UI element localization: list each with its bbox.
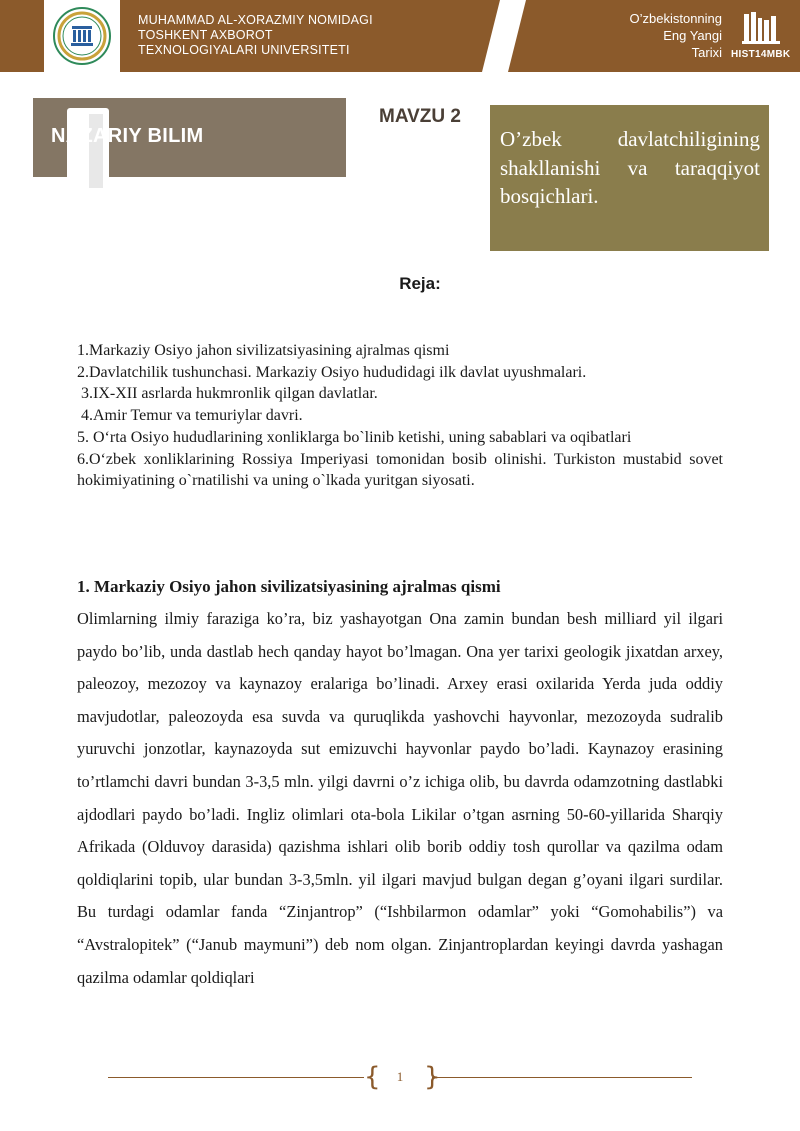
plan-item: 5. O‘rta Osiyo hududlarining xonliklarga bo`linib ketishi, uning sabablari va oqibatlari xyxy=(77,428,632,446)
plan-item: 1.Markaziy Osiyo jahon sivilizatsiyasining ajralmas qismi xyxy=(77,342,450,359)
plan-list xyxy=(77,340,723,492)
header-divider-shape xyxy=(478,0,548,72)
notebook-icon xyxy=(51,108,127,194)
footer-bracket-right: } xyxy=(424,1062,441,1092)
university-line-2: TOSHKENT AXBOROT xyxy=(138,28,273,42)
footer-bracket-left: { xyxy=(364,1062,381,1092)
subject-line-3: Tarixi xyxy=(691,45,722,60)
topic-box xyxy=(490,105,769,251)
logo-container xyxy=(44,0,120,72)
plan-item: 2.Davlatchilik tushunchasi. Markaziy Osiyo hududidagi ilk davlat uyushmalari. xyxy=(77,363,587,381)
plan-heading: Reja: xyxy=(399,274,441,293)
section-banner xyxy=(33,98,346,177)
section-body xyxy=(77,603,723,994)
university-line-1: MUHAMMAD AL-XORAZMIY NOMIDAGI xyxy=(138,13,373,27)
course-code: HIST14MBK xyxy=(731,49,791,60)
plan-item: 6.O‘zbek xonliklarining Rossiya Imperiyasi tomonidan bosib olinishi. Turkiston mustabid sovet hokimiyatining o`rnatilishi va uning o`lkada yuritgan siyosati. xyxy=(77,450,723,490)
header-band xyxy=(0,0,800,72)
subject-line-2: Eng Yangi xyxy=(663,28,722,43)
plan-item: 4.Amir Temur va temuriylar davri. xyxy=(81,407,303,425)
body-paragraph: Olimlarning ilmiy faraziga ko’ra, biz yashayotgan Ona zamin bundan besh milliard yil ilgari paydo bo’lib, unda dastlab hech qanday hayot bo’lmagan. Ona yer tarixi geologik jixatdan arxey, paleozoy, mezozoy va kaynazoy eralariga bo’linadi. Arxey erasi oxilarida Yerda juda oddiy mavjudotlar, paleozoyda esa suvda va quruqlikda yashovchi hayvonlar, mezozoyda sudralib yuruvchi jonzotlar, kaynazoyda sut emizuvchi hayvonlar paydo bo’ladi. Kaynazoy erasining to’rtlamchi davri bundan 3-3,5 mln. yilgi davrni o’z ichiga olib, bu davrda odamzotning dastlabki ajdodlari paydo bo’ladi. Ingliz olimlari ota-bola Likilar o’tgan asrning 50-60-yillarida Sharqiy Afrikada (Olduvoy darasida) qazishma ishlari olib borib oddiy tosh qurollar va qazilma odam qoldiqlarini topib, ular bundan 3-3,5mln. yil ilgari mavjud bulgan degan g’oyani ilgari surdilar. Bu turdagi odamlar fanda “Zinjantrop” (“Ishbilarmon odamlar” yoki “Gomohabilis”) va “Avstralopitek” (“Janub maymuni”) deb nom olgan. Zinjantroplardan keyingi davrda yashagan qazilma odamlar qoldiqlari xyxy=(77,609,723,987)
topic-title: O’zbek davlatchiligining shakllanishi va taraqqiyot bosqichlari. xyxy=(500,127,760,208)
subject-line-1: O’zbekistonning xyxy=(629,11,722,26)
university-line-3: TEXNOLOGIYALARI UNIVERSITETI xyxy=(138,43,350,57)
section-label: NAZARIY BILIM xyxy=(51,125,204,147)
topic-number: MAVZU 2 xyxy=(379,106,461,127)
university-name xyxy=(138,13,373,58)
university-seal-icon xyxy=(52,6,112,66)
section-title: 1. Markaziy Osiyo jahon sivilizatsiyasining ajralmas qismi xyxy=(77,577,501,596)
subject-name xyxy=(630,10,723,61)
page-number: 1 xyxy=(396,1069,404,1084)
plan-item: 3.IX-XII asrlarda hukmronlik qilgan davlatlar. xyxy=(81,385,378,403)
books-icon xyxy=(742,10,782,44)
